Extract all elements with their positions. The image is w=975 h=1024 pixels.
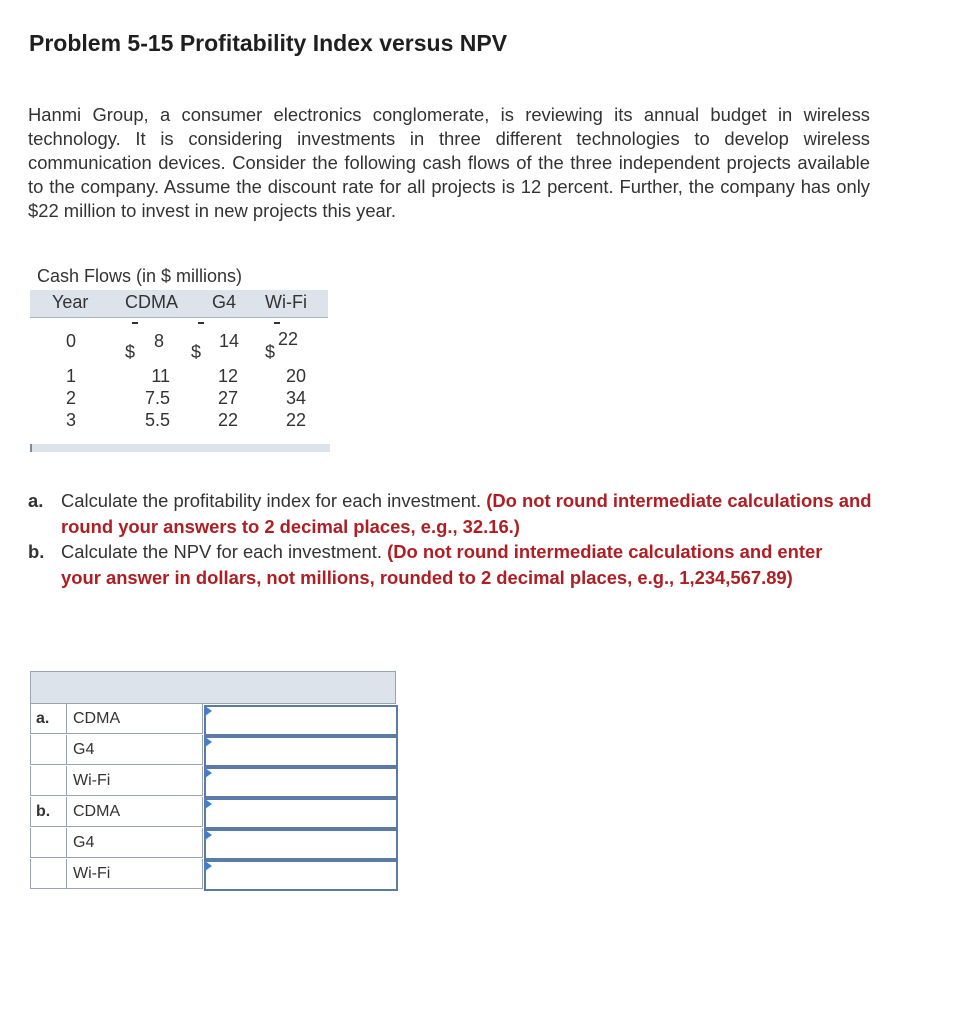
header-cdma: CDMA — [125, 292, 178, 312]
table-footer-bar — [30, 444, 330, 452]
input-flag-icon — [205, 861, 212, 871]
header-wifi: Wi-Fi — [265, 292, 307, 312]
answer-part-label: b. — [30, 797, 66, 827]
answer-project-name: G4 — [66, 828, 203, 858]
answer-project-name: CDMA — [66, 797, 203, 827]
answer-part-label — [30, 766, 66, 796]
answer-part-label — [30, 735, 66, 765]
npv-wifi-input[interactable] — [206, 862, 396, 889]
answer-part-label: a. — [30, 704, 66, 734]
question-b-label: b. — [28, 541, 45, 562]
cell-wifi-1: 20 — [285, 366, 306, 386]
input-flag-icon — [205, 768, 212, 778]
answer-row — [30, 859, 396, 890]
answer-project-name: CDMA — [66, 704, 203, 734]
pi-wifi-input[interactable] — [206, 769, 396, 796]
answer-input-box[interactable] — [204, 736, 398, 767]
cell-wifi-3: 22 — [285, 410, 306, 430]
cell-g4-1: 12 — [217, 366, 238, 386]
cell-cdma-0: 8 — [154, 331, 165, 351]
input-flag-icon — [205, 706, 212, 716]
cell-g4-2: 27 — [217, 388, 238, 408]
question-b-note: (Do not round intermediate calculations and enter your answer in dollars, not millions, rounded to 2 decimal places, e.g., 1,234,567.89) — [61, 541, 823, 588]
answer-input-box[interactable] — [204, 829, 398, 860]
answer-row — [30, 766, 396, 797]
input-flag-icon — [205, 799, 212, 809]
answer-row — [30, 704, 396, 735]
cell-wifi-0: 22 — [278, 329, 299, 349]
cell-g4-0: 14 — [219, 331, 240, 351]
header-year: Year — [52, 292, 89, 312]
answer-row — [30, 828, 396, 859]
cell-cdma-3: 5.5 — [144, 410, 170, 430]
page-title: Problem 5-15 Profitability Index versus NPV — [29, 30, 508, 56]
cell-wifi-2: 34 — [285, 388, 306, 408]
answer-input-box[interactable] — [204, 705, 398, 736]
currency-wifi: $ — [265, 342, 276, 362]
answer-row — [30, 797, 396, 828]
answer-part-label — [30, 859, 66, 889]
minus-sign — [132, 322, 138, 324]
cash-flow-caption: Cash Flows (in $ millions) — [37, 266, 243, 286]
question-a-note: (Do not round intermediate calculations and round your answers to 2 decimal places, e.g., 32.16.) — [61, 490, 872, 537]
npv-g4-input[interactable] — [206, 831, 396, 858]
currency-cdma: $ — [125, 342, 136, 362]
problem-description: Hanmi Group, a consumer electronics conglomerate, is reviewing its annual budget in wireless technology. It is considering investments in three different technologies to develop wireless communication devices. Consider the following cash flows of the three independent projects available to the company. Assume the discount rate for all projects is 12 percent. Further, the company has only $22 million to invest in new projects this year. — [28, 104, 870, 221]
input-flag-icon — [205, 737, 212, 747]
pi-cdma-input[interactable] — [206, 707, 396, 734]
question-a-text: Calculate the profitability index for each investment. — [61, 490, 482, 511]
cell-year-0: 0 — [66, 331, 77, 351]
currency-g4: $ — [191, 342, 202, 362]
cell-year-1: 1 — [66, 366, 77, 386]
cell-year-3: 3 — [66, 410, 77, 430]
answer-project-name: Wi-Fi — [66, 766, 203, 796]
answer-table-header — [30, 671, 396, 704]
answer-row — [30, 735, 396, 766]
answer-input-box[interactable] — [204, 798, 398, 829]
answer-input-box[interactable] — [204, 860, 398, 891]
minus-sign — [274, 322, 280, 324]
answer-input-box[interactable] — [204, 767, 398, 798]
cash-flow-header — [30, 290, 328, 318]
minus-sign — [198, 322, 204, 324]
header-g4: G4 — [212, 292, 237, 312]
answer-part-label — [30, 828, 66, 858]
answer-project-name: G4 — [66, 735, 203, 765]
pi-g4-input[interactable] — [206, 738, 396, 765]
cell-cdma-1: 11 — [151, 366, 170, 386]
cell-year-2: 2 — [66, 388, 77, 408]
question-a-label: a. — [28, 490, 44, 511]
cell-cdma-2: 7.5 — [144, 388, 170, 408]
cell-g4-3: 22 — [217, 410, 238, 430]
input-flag-icon — [205, 830, 212, 840]
answer-table — [30, 671, 396, 891]
cash-flow-table — [30, 290, 328, 454]
npv-cdma-input[interactable] — [206, 800, 396, 827]
answer-project-name: Wi-Fi — [66, 859, 203, 889]
question-b-text: Calculate the NPV for each investment. — [61, 541, 382, 562]
